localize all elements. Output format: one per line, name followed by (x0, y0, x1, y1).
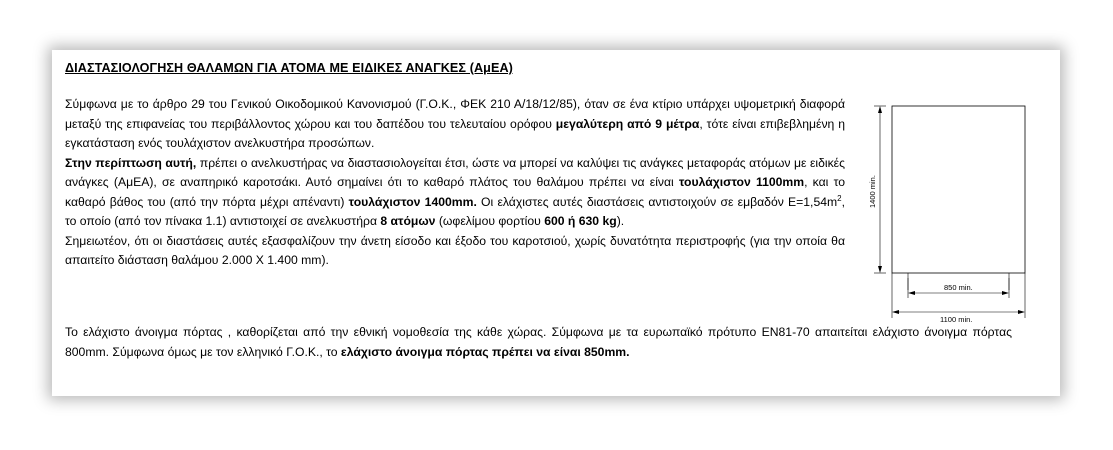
paragraph-article-29 (65, 95, 845, 154)
paragraph-door-opening (65, 323, 1012, 362)
paragraph-note: Σημειωτέον, ότι οι διαστάσεις αυτές εξασφαλίζουν την άνετη είσοδο και έξοδο του καροτσιού, χωρίς δυνατότητα περιστροφής (για την οποία θα απαιτείτο διάσταση θαλάμου 2.000 Χ 1.400 mm). (65, 233, 845, 267)
door-label: 850 min. (944, 283, 973, 292)
text-run: (ωφελίμου φορτίου (435, 214, 545, 228)
bold-run: ελάχιστο άνοιγμα πόρτας πρέπει να είναι 850mm. (340, 344, 630, 359)
arrow-head (878, 266, 882, 273)
text-run: , το οποίο (από τον πίνακα 1.1) αντιστοιχεί σε ανελκυστήρα (65, 194, 845, 228)
bold-run: τουλάχιστον 1100mm (678, 175, 805, 189)
arrow-head (878, 106, 882, 113)
bold-run: 8 ατόμων (380, 214, 436, 228)
arrow-head (1018, 310, 1025, 314)
cabin-dimension-diagram (864, 100, 1034, 325)
bold-run: τουλάχιστον 1400mm. (348, 194, 477, 209)
cabin-outline (892, 106, 1025, 273)
document-title: ΔΙΑΣΤΑΣΙΟΛΟΓΗΣΗ ΘΑΛΑΜΩΝ ΓΙΑ ΑΤΟΜΑ ΜΕ ΕΙΔΙΚΕΣ ΑΝΑΓΚΕΣ (ΑμΕΑ) (65, 61, 513, 75)
text-block (65, 95, 845, 271)
width-label: 1100 min. (940, 315, 973, 324)
superscript: 2 (837, 193, 842, 203)
document-page (52, 50, 1060, 396)
text-run: , τότε είναι επιβεβλημένη η εγκατάσταση ενός τουλάχιστον ανελκυστήρα προσώπων. (65, 116, 845, 150)
bold-run: 600 ή 630 kg (544, 214, 617, 228)
text-run: , και το καθαρό βάθος του (από την πόρτα μέχρι απέναντι) (65, 175, 845, 209)
bold-run: μεγαλύτερη από 9 μέτρα (555, 116, 700, 131)
text-run: πρέπει ο ανελκυστήρας να διαστασιολογείται έτσι, ώστε να μπορεί να καλύψει τις ανάγκες μεταφοράς ατόμων με ειδικές ανάγκες (ΑμΕΑ), σε αναπηρικό καροτσάκι. Αυτό σημαίνει ότι το καθαρό πλάτος του θαλάμου πρέπει να είναι (65, 155, 845, 189)
arrow-head (892, 310, 899, 314)
arrow-head (908, 291, 915, 295)
text-run: Οι ελάχιστες αυτές διαστάσεις αντιστοιχούν σε εμβαδόν Ε=1,54m (476, 194, 838, 209)
depth-label: 1400 min. (868, 175, 877, 208)
text-run: Σύμφωνα με το άρθρο 29 του Γενικού Οικοδομικού Κανονισμού (Γ.Ο.Κ., ΦΕΚ 210 Α/18/12/85), όταν σε ένα κτίριο υπάρχει υψομετρική διαφορά μεταξύ της επιφανείας του περιβάλλοντος χώρου και του δαπέδου του τελευταίου ορόφου (65, 97, 845, 131)
text-block-door (65, 323, 1012, 362)
text-run: ). (616, 214, 625, 228)
paragraph-dimensions (65, 154, 845, 232)
bold-run: Στην περίπτωση αυτή, (65, 155, 197, 170)
arrow-head (1002, 291, 1009, 295)
text-run: Το ελάχιστο άνοιγμα πόρτας , καθορίζεται από την εθνική νομοθεσία της κάθε χώρας. Σύμφωνα με τα ευρωπαϊκό πρότυπο ΕΝ81-70 απαιτείται ελάχιστο άνοιγμα πόρτας 800mm. Σύμφωνα όμως με τον ελληνικό Γ.Ο.Κ., το (65, 325, 1012, 359)
